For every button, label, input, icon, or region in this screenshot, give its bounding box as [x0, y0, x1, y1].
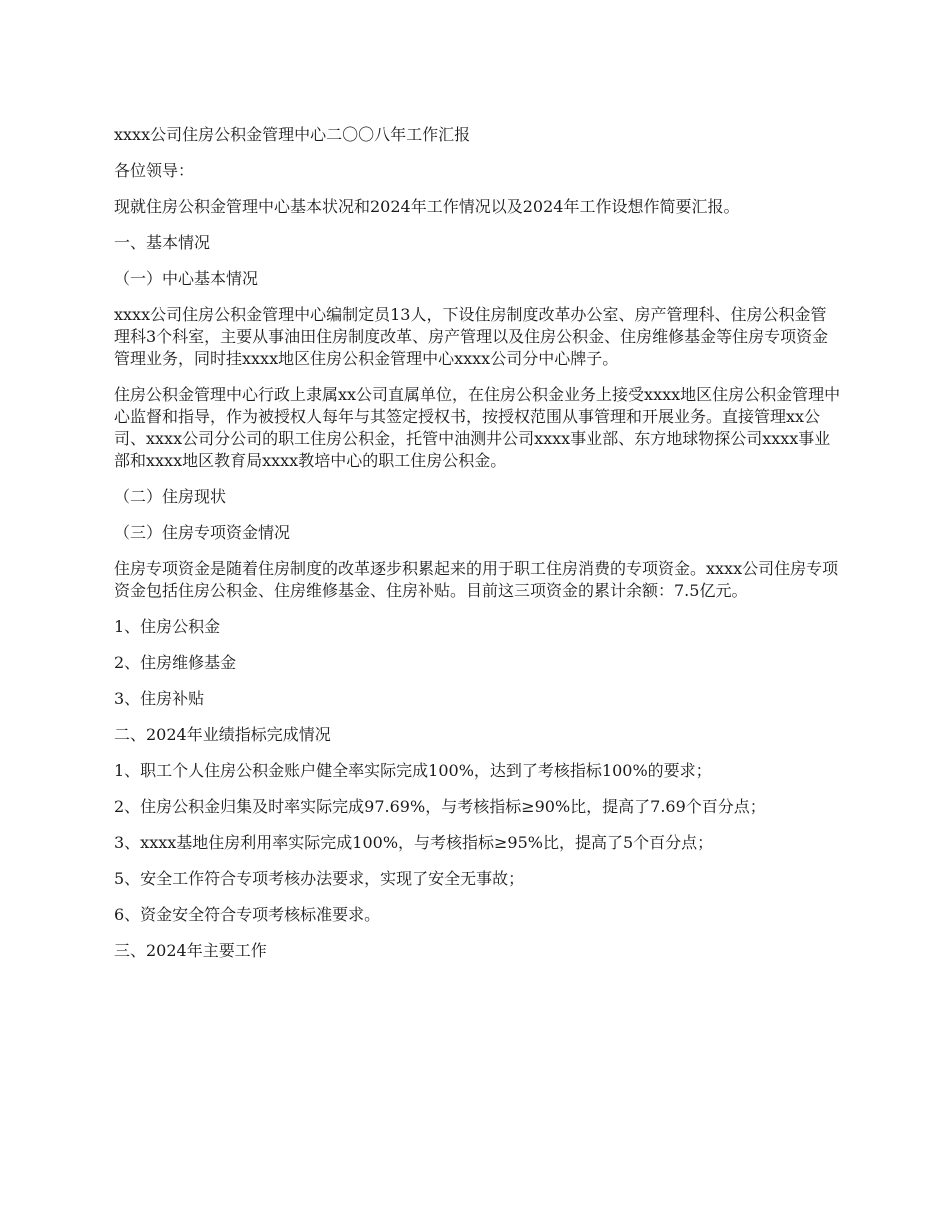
list-item-indicator-2: 2、住房公积金归集及时率实际完成97.69%，与考核指标≥90%比，提高了7.69个百分点； — [114, 797, 766, 816]
subsection-heading-housing: （二）住房现状 — [114, 487, 227, 506]
list-item-fund-3: 3、住房补贴 — [114, 689, 205, 708]
subsection-heading-funds: （三）住房专项资金情况 — [114, 523, 291, 542]
list-item-indicator-6: 6、资金安全符合专项考核标准要求。 — [114, 905, 381, 924]
list-item-indicator-3: 3、xxxx基地住房利用率实际完成100%，与考核指标≥95%比，提高了5个百分点； — [114, 833, 714, 852]
list-item-fund-1: 1、住房公积金 — [114, 617, 221, 636]
list-item-indicator-1: 1、职工个人住房公积金账户健全率实际完成100%，达到了考核指标100%的要求； — [114, 761, 712, 780]
document-title: xxxx公司住房公积金管理中心二〇〇八年工作汇报 — [114, 125, 471, 144]
body-paragraph-funds: 住房专项资金是随着住房制度的改革逐步积累起来的用于职工住房消费的专项资金。xxxx公司住房专项资金包括住房公积金、住房维修基金、住房补贴。目前这三项资金的累计余额：7.5亿元。 — [114, 559, 839, 600]
body-paragraph-center: xxxx公司住房公积金管理中心编制定员13人，下设住房制度改革办公室、房产管理科、住房公积金管理科3个科室，主要从事油田住房制度改革、房产管理以及住房公积金、住房维修基金等住房专项资金管理业务，同时挂xxxx地区住房公积金管理中心xxxx公司分中心牌子。 — [114, 305, 829, 368]
intro-paragraph: 现就住房公积金管理中心基本状况和2024年工作情况以及2024年工作设想作简要汇报。 — [114, 197, 740, 216]
salutation: 各位领导： — [114, 161, 195, 180]
list-item-indicator-5: 5、安全工作符合专项考核办法要求，实现了安全无事故； — [114, 869, 525, 888]
document-page — [114, 124, 842, 976]
section-heading-basic: 一、基本情况 — [114, 233, 211, 252]
section-heading-main-work: 三、2024年主要工作 — [114, 941, 267, 960]
subsection-heading-center: （一）中心基本情况 — [114, 269, 259, 288]
list-item-fund-2: 2、住房维修基金 — [114, 653, 237, 672]
section-heading-indicators: 二、2024年业绩指标完成情况 — [114, 725, 331, 744]
body-paragraph-admin: 住房公积金管理中心行政上隶属xx公司直属单位，在住房公积金业务上接受xxxx地区住房公积金管理中心监督和指导，作为被授权人每年与其签定授权书，按授权范围从事管理和开展业务。直接管理xx公司、xxxx公司分公司的职工住房公积金，托管中油测井公司xxxx事业部、东方地球物探公司xxxx事业部和xxxx地区教育局xxxx教培中心的职工住房公积金。 — [114, 385, 841, 470]
